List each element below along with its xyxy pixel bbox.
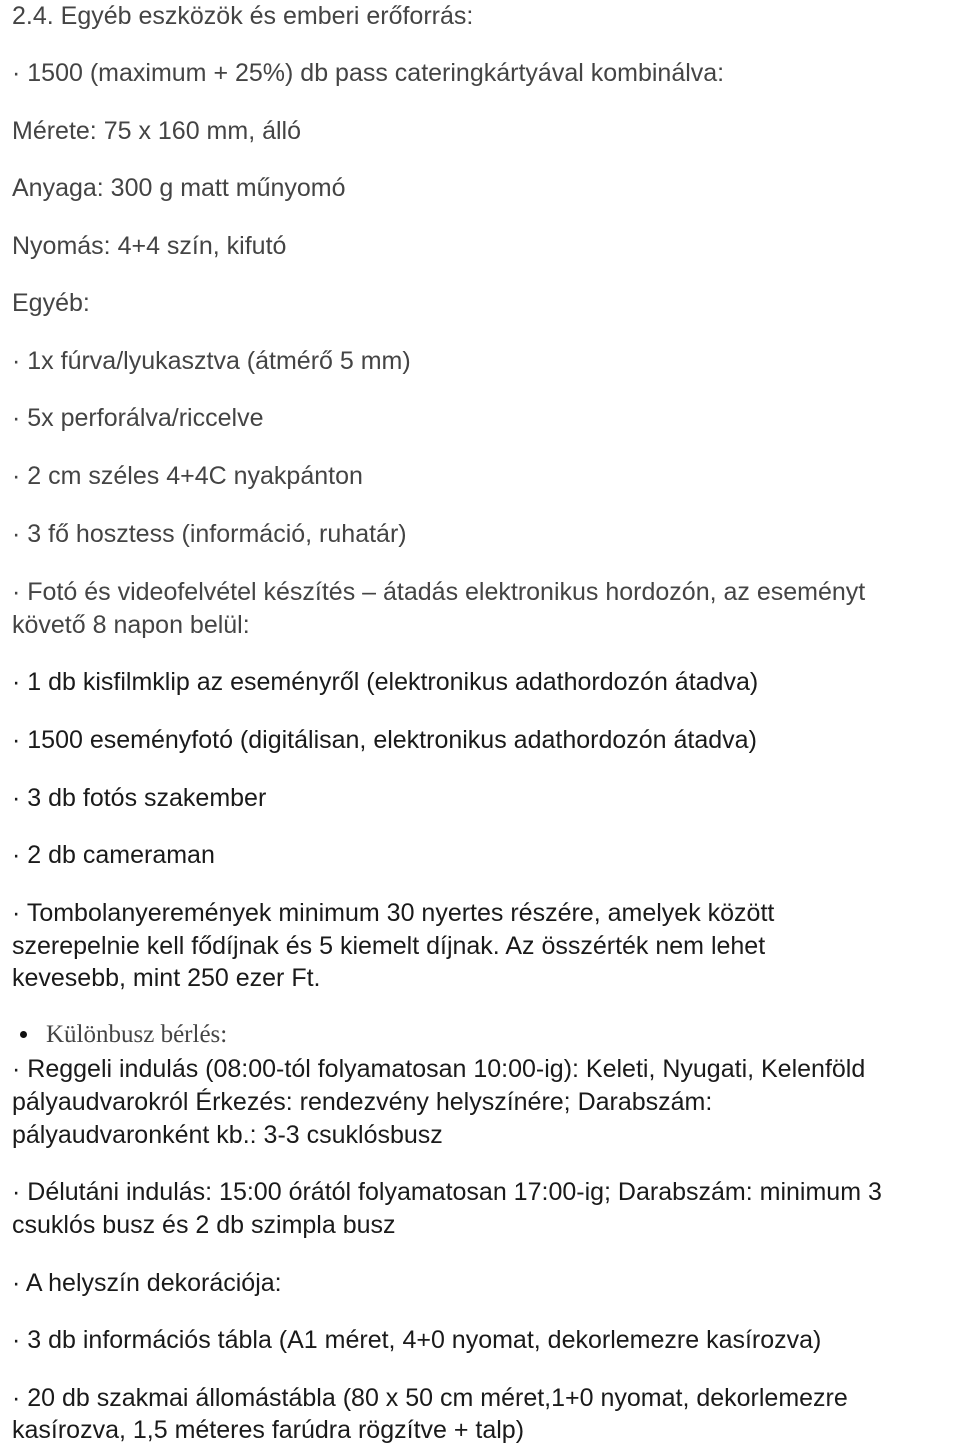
text-line: · A helyszín dekorációja:	[12, 1269, 282, 1297]
text-line: szerepelnie kell fődíjnak és 5 kiemelt díjnak. Az összérték nem lehet	[12, 932, 766, 960]
text-line: követő 8 napon belül:	[12, 611, 250, 639]
text-line: · Délutáni indulás: 15:00 órától folyamatosan 17:00-ig; Darabszám: minimum 3	[12, 1178, 882, 1206]
text-line: Mérete: 75 x 160 mm, álló	[12, 117, 302, 145]
text-line: · 2 cm széles 4+4C nyakpánton	[12, 462, 363, 490]
text-line: Egyéb:	[12, 289, 90, 317]
bullet-list-item	[16, 1018, 227, 1051]
text-line: Nyomás: 4+4 szín, kifutó	[12, 232, 287, 260]
text-line: pályaudvaronként kb.: 3-3 csuklósbusz	[12, 1121, 443, 1149]
bullet-dot-icon	[20, 1031, 27, 1038]
text-line: · 2 db cameraman	[12, 841, 215, 869]
text-line: pályaudvarokról Érkezés: rendezvény helyszínére; Darabszám:	[12, 1088, 713, 1116]
text-line: · 1500 (maximum + 25%) db pass cateringkártyával kombinálva:	[12, 59, 725, 87]
text-line: kevesebb, mint 250 ezer Ft.	[12, 964, 321, 992]
text-line: · 1500 eseményfotó (digitálisan, elektronikus adathordozón átadva)	[12, 726, 757, 754]
section-heading: 2.4. Egyéb eszközök és emberi erőforrás:	[12, 2, 474, 30]
text-line: · 1x fúrva/lyukasztva (átmérő 5 mm)	[12, 347, 411, 375]
text-line: · 3 db fotós szakember	[12, 784, 267, 812]
text-line: · 1 db kisfilmklip az eseményről (elektronikus adathordozón átadva)	[12, 668, 759, 696]
text-line: csuklós busz és 2 db szimpla busz	[12, 1211, 396, 1239]
text-line: · 20 db szakmai állomástábla (80 x 50 cm méret,1+0 nyomat, dekorlemezre	[12, 1384, 848, 1412]
text-line: kasírozva, 1,5 méteres farúdra rögzítve + talp)	[12, 1416, 525, 1444]
bullet-item-label: Különbusz bérlés:	[46, 1021, 228, 1048]
text-line: · 3 fő hosztess (információ, ruhatár)	[12, 520, 407, 548]
text-line: · Fotó és videofelvétel készítés – átadás elektronikus hordozón, az eseményt	[12, 578, 866, 606]
text-line: · 3 db információs tábla (A1 méret, 4+0 nyomat, dekorlemezre kasírozva)	[12, 1326, 822, 1354]
text-line: · 5x perforálva/riccelve	[12, 404, 264, 432]
text-line: · Tombolanyeremények minimum 30 nyertes részére, amelyek között	[12, 899, 775, 927]
text-line: Anyaga: 300 g matt műnyomó	[12, 174, 346, 202]
text-line: · Reggeli indulás (08:00-tól folyamatosan 10:00-ig): Keleti, Nyugati, Kelenföld	[12, 1055, 866, 1083]
